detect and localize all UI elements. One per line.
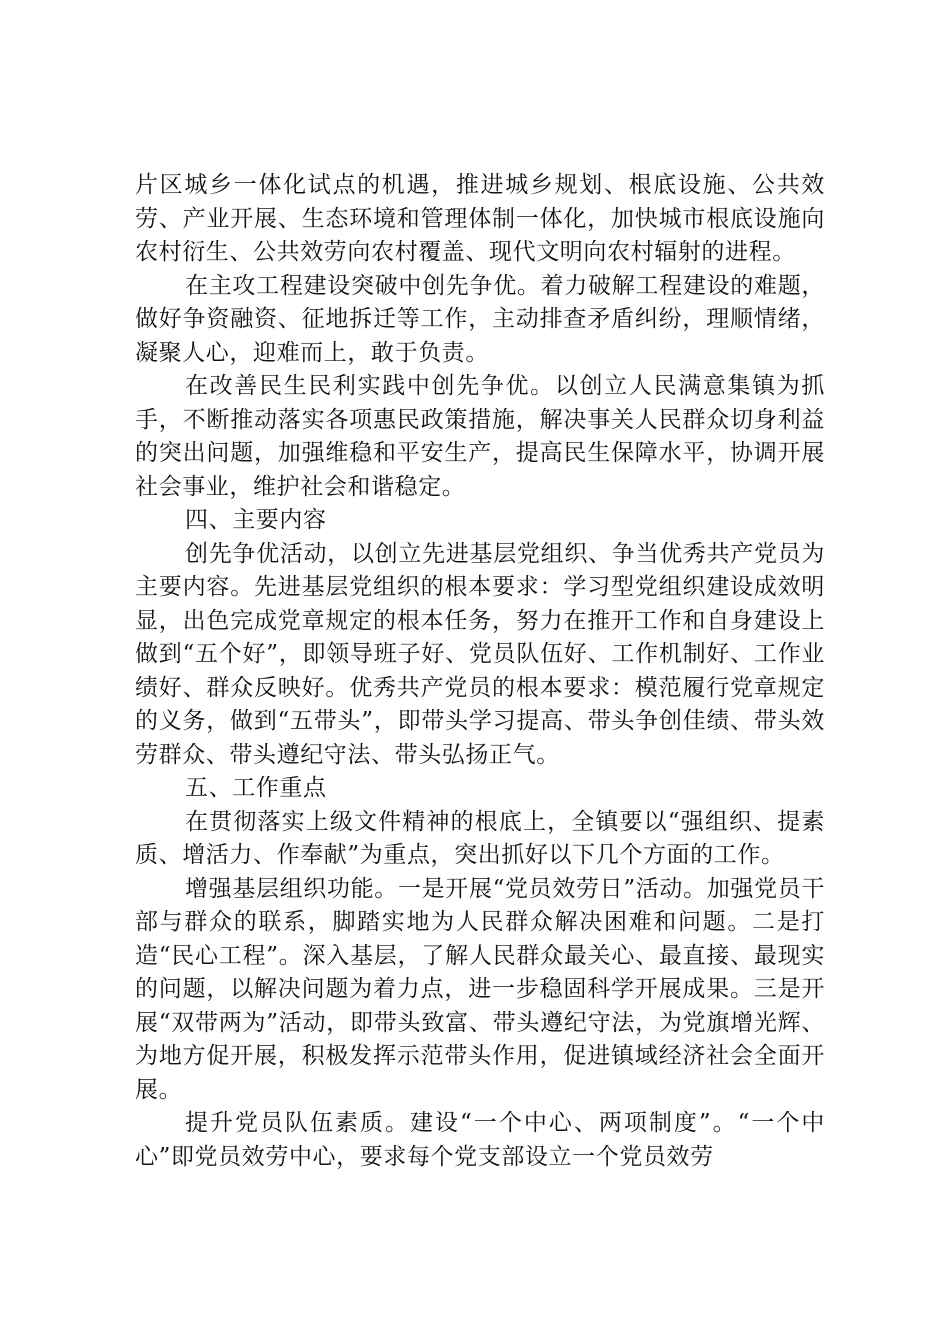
section-heading-main-content: 四、主要内容 (185, 507, 327, 533)
paragraph-main-content: 创先争优活动，以创立先进基层党组织、争当优秀共产党员为主要内容。先进基层党组织的根本要求：学习型党组织建设成效明显，出色完成党章规定的根本任务，努力在推开工作和自身建设上做到“五个好”，即领导班子好、党员队伍好、工作机制好、工作业绩好、群众反映好。优秀共产党员的根本要求：模范履行党章规定的义务，做到“五带头”，即带头学习提高、带头争创佳绩、带头效劳群众、带头遵纪守法、带头弘扬正气。 (135, 540, 825, 768)
section-heading-work-focus: 五、工作重点 (185, 775, 327, 801)
paragraph-grassroots: 增强基层组织功能。一是开展“党员效劳日”活动。加强党员干部与群众的联系，脚踏实地为人民群众解决困难和问题。二是打造“民心工程”。深入基层，了解人民群众最关心、最直接、最现实的问题，以解决问题为着力点，进一步稳固科学开展成果。三是开展“双带两为”活动，即带头致富、带头遵纪守法，为党旗增光辉、为地方促开展，积极发挥示范带头作用，促进镇域经济社会全面开展。 (135, 875, 825, 1103)
paragraph-party-quality: 提升党员队伍素质。建设“一个中心、两项制度”。“一个中心”即党员效劳中心，要求每个党支部设立一个党员效劳 (135, 1110, 825, 1170)
paragraph-livelihood: 在改善民生民利实践中创先争优。以创立人民满意集镇为抓手，不断推动落实各项惠民政策措施，解决事关人民群众切身利益的突出问题，加强维稳和平安生产，提高民生保障水平，协调开展社会事业，维护社会和谐稳定。 (135, 373, 825, 500)
paragraph-engineering: 在主攻工程建设突破中创先争优。着力破解工程建设的难题，做好争资融资、征地拆迁等工作，主动排查矛盾纠纷，理顺情绪，凝聚人心，迎难而上，敢于负责。 (135, 272, 825, 366)
paragraph-work-focus: 在贯彻落实上级文件精神的根底上，全镇要以“强组织、提素质、增活力、作奉献”为重点，突出抓好以下几个方面的工作。 (135, 808, 825, 868)
document-body (135, 169, 825, 1174)
paragraph-continuation: 片区城乡一体化试点的机遇，推进城乡规划、根底设施、公共效劳、产业开展、生态环境和管理体制一体化，加快城市根底设施向农村衍生、公共效劳向农村覆盖、现代文明向农村辐射的进程。 (135, 172, 825, 265)
